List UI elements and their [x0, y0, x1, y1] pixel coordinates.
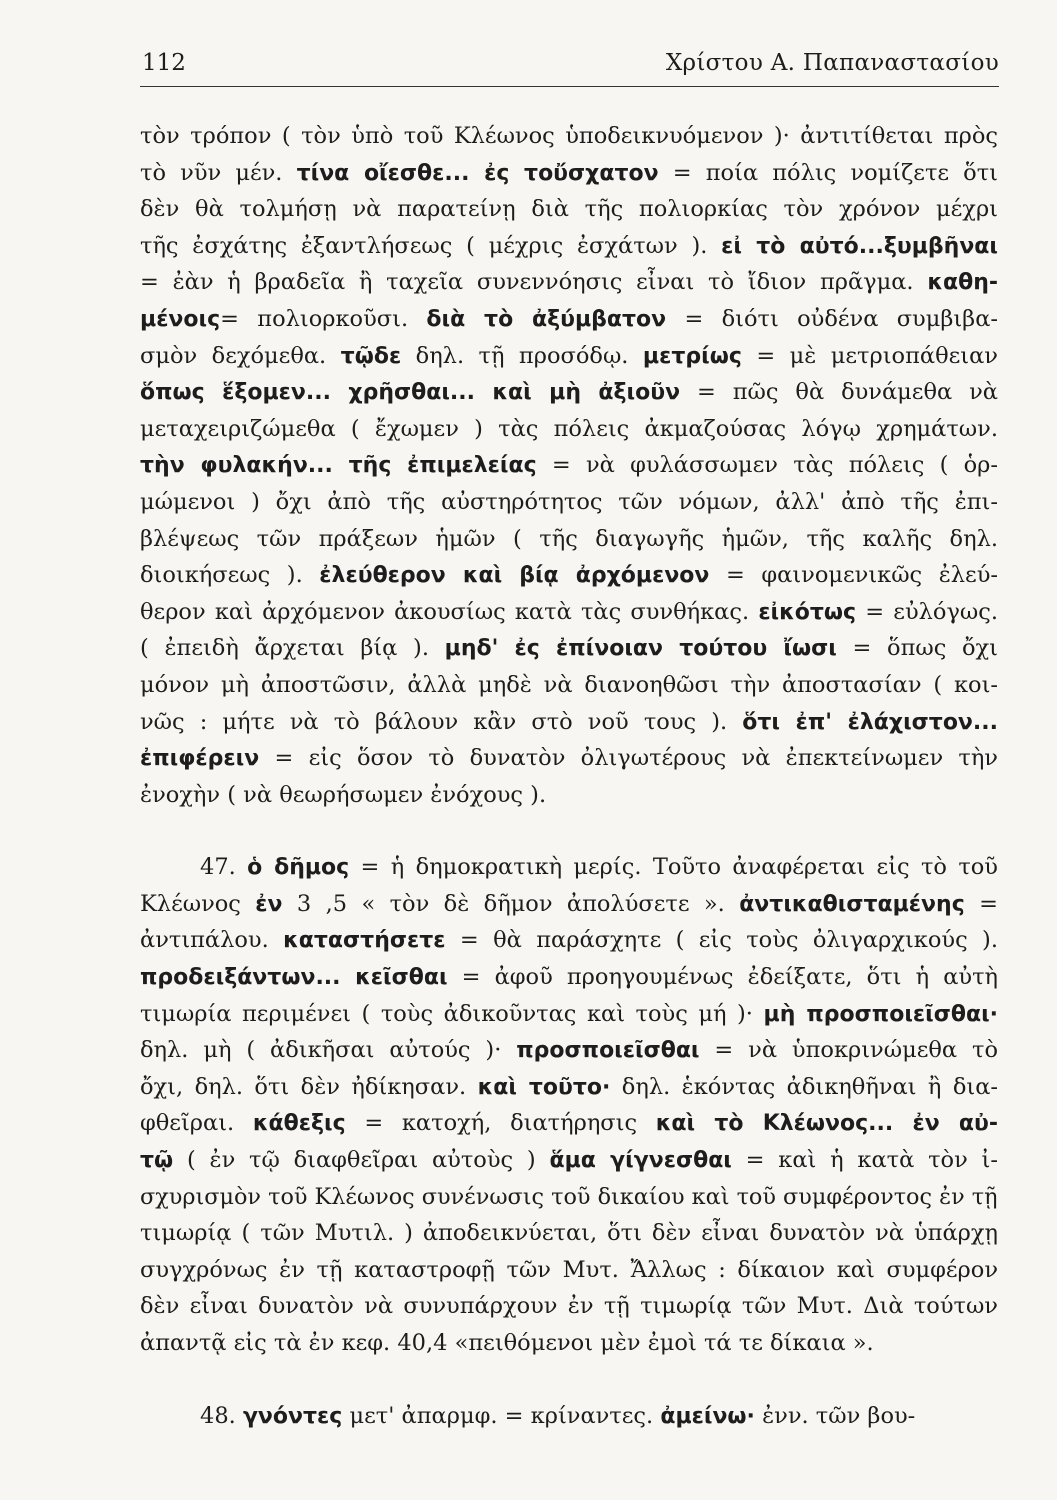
gloss-text: συγχρόνως ἐν τῇ καταστροφῇ τῶν Μυτ. Ἄλλως : δίκαιον καὶ συμφέρον	[140, 1256, 998, 1283]
gloss-text: = φαινομενικῶς ἐλεύ-	[709, 562, 998, 589]
lemma-term: καὶ τὸ Κλέωνος... ἐν αὐ-	[655, 1111, 999, 1137]
gloss-text: δηλ. ἑκόντας ἀδικηθῆναι ἢ δια-	[610, 1073, 998, 1100]
gloss-text: τιμωρίᾳ ( τῶν Μυτιλ. ) ἀποδεικνύεται, ὅτι δὲν εἶναι δυνατὸν νὰ ὑπάρχῃ	[140, 1220, 998, 1247]
text-line	[140, 777, 998, 814]
gloss-text: = πῶς θὰ δυνάμεθα νὰ	[680, 379, 998, 406]
text-line	[140, 338, 998, 375]
text-line	[140, 1142, 998, 1179]
lemma-term: τίνα οἴεσθε... ἐς τοὔσχατον	[296, 160, 659, 186]
lemma-term: μετρίως	[642, 343, 742, 369]
text-line	[140, 1179, 998, 1216]
text-line	[140, 922, 998, 959]
gloss-text: ἀντιπάλου.	[140, 927, 284, 954]
text-line	[140, 849, 998, 886]
text-line	[140, 264, 998, 301]
page-header	[140, 46, 999, 87]
text-line	[140, 630, 998, 667]
gloss-text: φθεῖραι.	[140, 1110, 253, 1137]
paragraph-gap	[140, 1362, 998, 1398]
gloss-text: ἐνοχὴν ( νὰ θεωρήσωμεν ἐνόχους ).	[140, 781, 547, 808]
gloss-text: = ἡ δημοκρατικὴ μερίς. Τοῦτο ἀναφέρεται εἰς τὸ τοῦ	[349, 854, 998, 881]
gloss-text: θερον καὶ ἀρχόμενον ἀκουσίως κατὰ τὰς συνθήκας.	[140, 598, 759, 625]
page-body	[140, 118, 998, 1434]
gloss-text: = ὅπως ὄχι	[836, 635, 998, 662]
text-line	[140, 374, 998, 411]
gloss-text: = διότι οὐδένα συμβιβα-	[666, 305, 998, 332]
text-line	[140, 1215, 998, 1252]
lemma-term: εἰκότως	[758, 599, 857, 625]
lemma-term: εἰ τὸ αὐτό...ξυμβῆναι	[721, 233, 998, 259]
gloss-text: 47.	[200, 854, 248, 881]
lemma-term: ἀμείνω·	[660, 1403, 755, 1429]
gloss-text: = ἀφοῦ προηγουμένως ἐδείξατε, ὅτι ἡ αὐτὴ	[447, 964, 999, 991]
lemma-term: τὴν φυλακήν... τῆς ἐπιμελείας	[140, 453, 537, 479]
running-head: Χρίστου Α. Παπαναστασίου	[665, 50, 999, 76]
gloss-text: = νὰ ὑποκρινώμεθα τὸ	[699, 1037, 998, 1064]
text-line	[140, 521, 998, 558]
lemma-term: μηδ' ἐς ἐπίνοιαν τούτου ἴωσι	[444, 636, 837, 662]
text-line	[140, 191, 998, 228]
gloss-text: ( ἐπειδὴ ἄρχεται βίᾳ ).	[140, 635, 445, 662]
text-line	[140, 118, 998, 155]
text-line	[140, 1105, 998, 1142]
text-line	[140, 740, 998, 777]
lemma-term: καὶ τοῦτο·	[477, 1074, 611, 1100]
gloss-text: μόνον μὴ ἀποστῶσιν, ἀλλὰ μηδὲ νὰ διανοηθῶσι τὴν ἀποστασίαν ( κοι-	[140, 671, 998, 698]
gloss-text: = νὰ φυλάσσωμεν τὰς πόλεις ( ὁρ-	[536, 452, 998, 479]
lemma-term: τῷ	[140, 1148, 174, 1174]
lemma-term: ὅπως ἕξομεν... χρῆσθαι... καὶ μὴ ἀξιοῦν	[140, 380, 681, 406]
lemma-term: ἀντικαθισταμένης	[739, 891, 965, 917]
text-line	[140, 155, 998, 192]
gloss-text: 48.	[200, 1402, 243, 1429]
lemma-term: διὰ τὸ ἀξύμβατον	[426, 306, 667, 332]
lemma-term: μένοις	[140, 306, 221, 332]
text-line	[140, 886, 998, 923]
text-line	[140, 667, 998, 704]
paragraph-gap	[140, 813, 998, 849]
gloss-text: = εἰς ὅσον τὸ δυνατὸν ὀλιγωτέρους νὰ ἐπεκτείνωμεν τὴν	[259, 745, 998, 772]
lemma-term: τῷδε	[340, 343, 402, 369]
gloss-text: δηλ. τῇ προσόδῳ.	[401, 342, 643, 369]
gloss-text: μώμενοι ) ὄχι ἀπὸ τῆς αὐστηρότητος τῶν νόμων, ἀλλ' ἀπὸ τῆς ἐπι-	[140, 488, 998, 515]
gloss-text: τιμωρία περιμένει ( τοὺς ἀδικοῦντας καὶ τοὺς μή )·	[140, 1000, 764, 1027]
gloss-text: τῆς ἐσχάτης ἐξαντλήσεως ( μέχρις ἐσχάτων ).	[140, 232, 722, 259]
gloss-text: δὲν θὰ τολμήσῃ νὰ παρατείνῃ διὰ τῆς πολιορκίας τὸν χρόνον μέχρι	[140, 196, 998, 223]
gloss-text: μεταχειριζώμεθα ( ἔχωμεν ) τὰς πόλεις ἀκμαζούσας λόγῳ χρημάτων.	[140, 415, 998, 442]
text-line	[140, 959, 998, 996]
lemma-term: ἅμα γίγνεσθαι	[549, 1148, 732, 1174]
gloss-text: = θὰ παράσχητε ( εἰς τοὺς ὀλιγαρχικούς ).	[445, 927, 998, 954]
gloss-text: μετ' ἀπαρμφ. = κρίναντες.	[342, 1402, 661, 1429]
lemma-term: καταστήσετε	[283, 928, 446, 954]
gloss-text: νῶς : μήτε νὰ τὸ βάλουν κἂν στὸ νοῦ τους ).	[140, 708, 743, 735]
gloss-text: ὄχι, δηλ. ὅτι δὲν ἠδίκησαν.	[140, 1073, 478, 1100]
gloss-text: Κλέωνος	[140, 890, 256, 917]
gloss-text: διοικήσεως ).	[140, 562, 320, 589]
text-line	[140, 1398, 998, 1435]
text-line	[140, 1288, 998, 1325]
gloss-text: = ποία πόλις νομίζετε ὅτι	[658, 159, 999, 186]
gloss-text: τὸν τρόπον ( τὸν ὑπὸ τοῦ Κλέωνος ὑποδεικνυόμενον )· ἀντιτίθεται πρὸς	[140, 123, 998, 149]
lemma-term: ὁ δῆμος	[247, 855, 350, 881]
lemma-term: προδειξάντων... κεῖσθαι	[140, 965, 448, 991]
lemma-term: καθη-	[927, 270, 998, 296]
gloss-text: τὸ νῦν μέν.	[140, 159, 297, 186]
gloss-text: δηλ. μὴ ( ἀδικῆσαι αὐτούς )·	[140, 1037, 517, 1064]
text-line	[140, 996, 998, 1033]
gloss-text: σχυρισμὸν τοῦ Κλέωνος συνένωσις τοῦ δικαίου καὶ τοῦ συμφέροντος ἐν τῇ	[140, 1183, 998, 1210]
lemma-term: προσποιεῖσθαι	[516, 1038, 700, 1064]
gloss-text: 3 ,5 « τὸν δὲ δῆμον ἀπολύσετε ».	[282, 890, 740, 917]
gloss-text: = καὶ ἡ κατὰ τὸν ἰ-	[731, 1147, 998, 1174]
text-line	[140, 594, 998, 631]
gloss-text: ἐνν. τῶν βου-	[754, 1402, 916, 1429]
gloss-text: ἀπαντᾷ εἰς τὰ ἐν κεφ. 40,4 «πειθόμενοι μὲν ἐμοὶ τά τε δίκαια ».	[140, 1330, 874, 1356]
gloss-text: = εὐλόγως.	[856, 598, 998, 625]
text-line	[140, 301, 998, 338]
text-line	[140, 411, 998, 448]
text-line	[140, 228, 998, 265]
text-line	[140, 484, 998, 521]
gloss-text: =	[964, 890, 998, 917]
text-line	[140, 704, 998, 741]
text-line	[140, 1252, 998, 1289]
gloss-text: σμὸν δεχόμεθα.	[140, 342, 341, 369]
text-line	[140, 447, 998, 484]
text-line	[140, 1325, 998, 1362]
gloss-text: = ἐὰν ἡ βραδεῖα ἢ ταχεῖα συνεννόησις εἶναι τὸ ἴδιον πρᾶγμα.	[140, 269, 928, 296]
gloss-text: δὲν εἶναι δυνατὸν νὰ συνυπάρχουν ἐν τῇ τιμωρίᾳ τῶν Μυτ. Διὰ τούτων	[140, 1293, 998, 1320]
lemma-term: ἐλεύθερον καὶ βίᾳ ἀρχόμενον	[319, 563, 710, 589]
text-line	[140, 1032, 998, 1069]
lemma-term: ἐπιφέρειν	[140, 746, 260, 772]
gloss-text: ( ἐν τῷ διαφθεῖραι αὐτοὺς )	[173, 1147, 550, 1174]
page-number: 112	[142, 50, 186, 76]
lemma-term: κάθεξις	[252, 1111, 346, 1137]
text-line	[140, 1069, 998, 1106]
lemma-term: ἐν	[255, 891, 283, 917]
gloss-text: = πολιορκοῦσι.	[220, 305, 427, 332]
lemma-term: μὴ προσποιεῖσθαι·	[763, 1001, 998, 1027]
lemma-term: ὅτι ἐπ' ἐλάχιστον...	[742, 709, 998, 735]
gloss-text: βλέψεως τῶν πράξεων ἡμῶν ( τῆς διαγωγῆς ἡμῶν, τῆς καλῆς δηλ.	[140, 525, 998, 552]
gloss-text: = μὲ μετριοπάθειαν	[741, 342, 998, 369]
lemma-term: γνόντες	[242, 1403, 343, 1429]
text-line	[140, 557, 998, 594]
gloss-text: = κατοχή, διατήρησις	[345, 1110, 656, 1137]
